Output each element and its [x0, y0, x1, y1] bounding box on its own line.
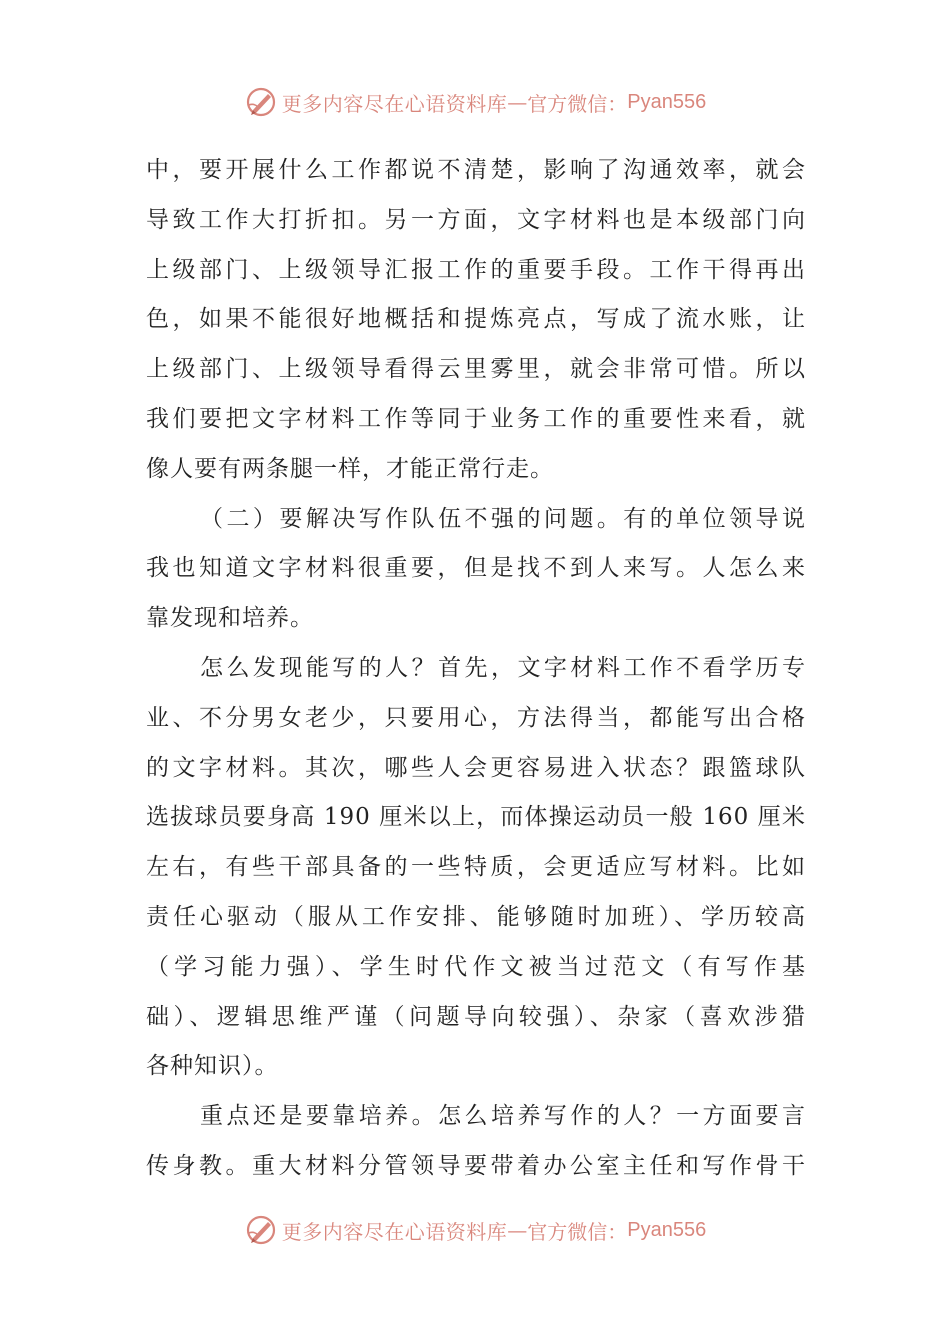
text-line: 的文字材料。其次，哪些人会更容易进入状态？跟篮球队: [146, 754, 806, 781]
text-line: 责任心驱动（服从工作安排、能够随时加班）、学历较高: [146, 903, 806, 930]
paragraph-start-line: 怎么发现能写的人？首先，文字材料工作不看学历专: [200, 654, 806, 681]
text-line: 我也知道文字材料很重要，但是找不到人来写。人怎么来: [146, 555, 806, 582]
text-line: 色，如果不能很好地概括和提炼亮点，写成了流水账，让: [146, 306, 806, 333]
banner-wechat-label: 官方微信：: [527, 91, 628, 116]
banner-wechat-id: Pyan556: [627, 1218, 707, 1241]
footer-watermark-banner: [0, 1208, 950, 1252]
text-line: 导致工作大打折扣。另一方面，文字材料也是本级部门向: [146, 206, 806, 233]
text-line: 我们要把文字材料工作等同于业务工作的重要性来看，就: [146, 405, 806, 432]
banner-wechat-label: 官方微信：: [527, 1219, 628, 1244]
banner-title: 更多内容尽在心语资料库: [281, 91, 508, 116]
banner-title: 更多内容尽在心语资料库: [281, 1219, 508, 1244]
banner-separator: —: [507, 1218, 528, 1242]
section-heading-line: （二）要解决写作队伍不强的问题。有的单位领导说: [200, 505, 806, 532]
text-line: 中，要开展什么工作都说不清楚，影响了沟通效率，就会: [146, 157, 806, 183]
text-line: 靠发现和培养。: [146, 605, 314, 632]
document-body: [146, 146, 806, 1192]
text-line: 传身教。重大材料分管领导要带着办公室主任和写作骨干: [146, 1152, 806, 1179]
text-line: 业、不分男女老少，只要用心，方法得当，都能写出合格: [146, 704, 806, 731]
pen-logo-icon: [244, 85, 278, 119]
text-line: 础）、逻辑思维严谨（问题导向较强）、杂家（喜欢涉猎: [146, 1003, 806, 1030]
banner-wechat-id: Pyan556: [627, 90, 707, 113]
pen-logo-icon: [244, 1213, 278, 1247]
text-line: （学习能力强）、学生时代作文被当过范文（有写作基: [146, 953, 806, 980]
text-line: 像人要有两条腿一样，才能正常行走。: [146, 455, 554, 482]
header-watermark-banner: [0, 80, 950, 124]
text-line: 上级部门、上级领导看得云里雾里，就会非常可惜。所以: [146, 356, 806, 383]
text-line: 左右，有些干部具备的一些特质，会更适应写材料。比如: [146, 854, 806, 881]
text-line: 选拔球员要身高 190 厘米以上，而体操运动员一般 160 厘米: [146, 804, 806, 831]
text-line: 各种知识）。: [146, 1053, 279, 1080]
paragraph-start-line: 重点还是要靠培养。怎么培养写作的人？一方面要言: [200, 1103, 806, 1130]
banner-separator: —: [507, 90, 528, 114]
text-line: 上级部门、上级领导汇报工作的重要手段。工作干得再出: [146, 256, 806, 283]
